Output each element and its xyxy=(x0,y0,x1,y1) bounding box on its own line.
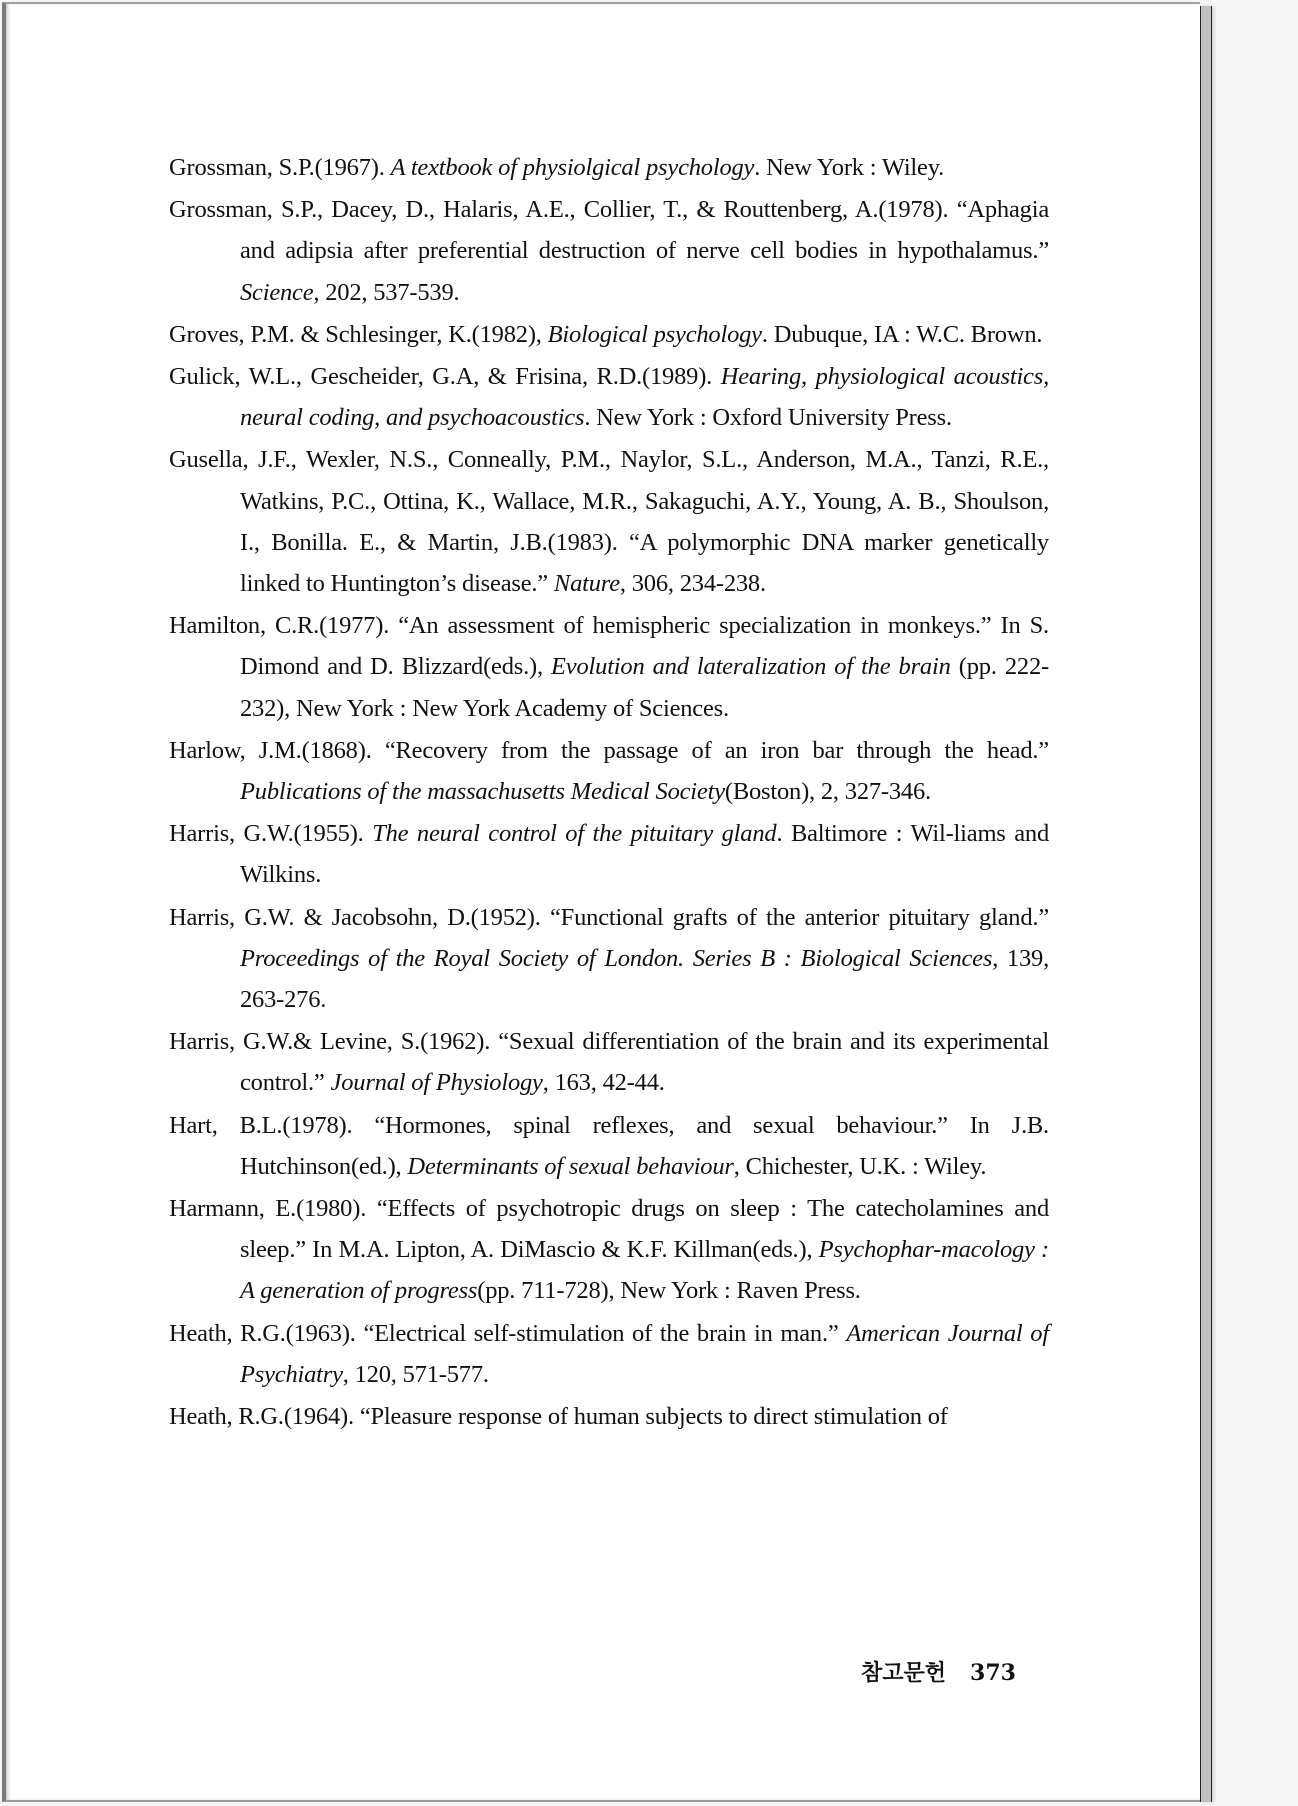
page-footer xyxy=(861,1656,1016,1687)
reference-entry xyxy=(169,147,1049,188)
reference-journal: Journal of Physiology xyxy=(330,1069,543,1097)
reference-entry xyxy=(169,1313,1049,1395)
reference-entry xyxy=(169,1105,1049,1187)
reference-entry xyxy=(169,730,1049,812)
reference-title: A textbook of physiolgical psychology xyxy=(390,154,755,181)
reference-publication: , 120, 571-577. xyxy=(342,1360,489,1388)
reference-authors: Heath, R.G.(1963). xyxy=(169,1319,356,1347)
reference-list xyxy=(169,147,1049,1438)
reference-title: Determinants of sexual behaviour xyxy=(407,1152,734,1180)
page-number: 373 xyxy=(970,1660,1016,1686)
reference-journal: Proceedings of the Royal Society of London. Series B : Biological Sciences xyxy=(240,944,993,972)
reference-publication: , Chichester, U.K. : Wiley. xyxy=(733,1152,987,1180)
reference-authors: Hamilton, C.R.(1977). xyxy=(169,612,390,640)
reference-title: The neural control of the pituitary gland xyxy=(372,820,777,848)
reference-article-title: “Sexual differentiation of the brain and its experimental control.” xyxy=(240,1028,1049,1097)
reference-entry xyxy=(169,356,1049,438)
reference-publication: , 163, 42-44. xyxy=(542,1069,665,1097)
reference-publication: . Dubuque, IA : W.C. Brown. xyxy=(761,320,1043,348)
reference-publication: , 306, 234-238. xyxy=(619,570,766,598)
reference-publication: (Boston), 2, 327-346. xyxy=(724,778,931,806)
reference-article-title: “Functional grafts of the anterior pituitary gland.” xyxy=(550,903,1050,931)
reference-authors: Harris, G.W.& Levine, S.(1962). xyxy=(169,1028,491,1056)
reference-authors: Grossman, S.P.(1967). xyxy=(169,154,385,181)
reference-authors: Harris, G.W.(1955). xyxy=(169,820,364,848)
reference-entry xyxy=(169,314,1049,355)
reference-article-title: “Aphagia and adipsia after preferential destruction of nerve cell bodies in hypothalamus.” xyxy=(240,196,1049,265)
reference-article-title: “Effects of psychotropic drugs on sleep : The catecholamines and sleep.” In M.A. Lipton, A. DiMascio & K.F. Killman(eds.), xyxy=(240,1195,1049,1264)
reference-publication: . Baltimore : Wil-liams and Wilkins. xyxy=(240,820,1049,889)
reference-entry xyxy=(169,897,1049,1021)
reference-entry xyxy=(169,813,1049,895)
reference-title: Psychophar-macology : A generation of progress xyxy=(240,1236,1049,1305)
reference-title: Hearing, physiological acoustics, neural coding, and psychoacoustics xyxy=(240,363,1049,432)
reference-authors: Hart, B.L.(1978). xyxy=(169,1111,353,1139)
section-label: 참고문헌 xyxy=(861,1661,947,1686)
reference-journal: Publications of the massachusetts Medical Society xyxy=(240,778,725,806)
reference-publication: (pp. 222-232), New York : New York Academy of Sciences. xyxy=(240,653,1049,722)
reference-authors: Gusella, J.F., Wexler, N.S., Conneally, P.M., Naylor, S.L., Anderson, M.A., Tanzi, R.E., Watkins, P.C., Ottina, K., Wallace, M.R., Sakaguchi, A.Y., Young, A. B., Shoulson, I., Bonilla. E., & Martin, J.B.(1983). xyxy=(169,446,1049,556)
reference-authors: Gulick, W.L., Gescheider, G.A, & Frisina, R.D.(1989). xyxy=(169,363,713,391)
reference-publication: , 202, 537-539. xyxy=(313,278,460,306)
reference-journal: American Journal of Psychiatry xyxy=(240,1319,1049,1388)
reference-article-title: “A polymorphic DNA marker genetically linked to Huntington’s disease.” xyxy=(240,528,1049,598)
reference-journal: Nature xyxy=(553,570,620,598)
reference-authors: Heath, R.G.(1964). xyxy=(169,1403,354,1431)
reference-authors: Harlow, J.M.(1868). xyxy=(169,736,372,764)
reference-publication: , 139, 263-276. xyxy=(240,944,1049,1014)
reference-entry xyxy=(169,1396,1049,1437)
reference-entry xyxy=(169,439,1049,604)
reference-authors: Harris, G.W. & Jacobsohn, D.(1952). xyxy=(169,903,541,931)
reference-journal: Science xyxy=(240,278,314,306)
reference-title: Biological psychology xyxy=(547,320,762,348)
reference-article-title: “Electrical self-stimulation of the brain in man.” xyxy=(363,1319,839,1347)
reference-entry xyxy=(169,1021,1049,1103)
reference-title: Evolution and lateralization of the brain xyxy=(551,653,951,681)
reference-article-title: “Pleasure response of human subjects to direct stimulation of xyxy=(359,1403,948,1431)
document-page xyxy=(2,2,1200,1802)
reference-authors: Grossman, S.P., Dacey, D., Halaris, A.E., Collier, T., & Routtenberg, A.(1978). xyxy=(169,196,949,224)
reference-authors: Harmann, E.(1980). xyxy=(169,1195,367,1223)
reference-article-title: “Hormones, spinal reflexes, and sexual behaviour.” In J.B. Hutchinson(ed.), xyxy=(240,1111,1049,1180)
reference-entry xyxy=(169,189,1049,313)
reference-entry xyxy=(169,1188,1049,1312)
page-edge-shadow xyxy=(1200,6,1212,1802)
reference-article-title: “An assessment of hemispheric specialization in monkeys.” In S. Dimond and D. Blizzard(eds.), xyxy=(240,612,1049,681)
reference-publication: . New York : Wiley. xyxy=(754,154,945,181)
reference-article-title: “Recovery from the passage of an iron bar through the head.” xyxy=(384,736,1049,764)
reference-publication: (pp. 711-728), New York : Raven Press. xyxy=(477,1277,861,1305)
reference-entry xyxy=(169,605,1049,729)
reference-authors: Groves, P.M. & Schlesinger, K.(1982), xyxy=(169,320,542,348)
reference-publication: . New York : Oxford University Press. xyxy=(584,404,952,432)
